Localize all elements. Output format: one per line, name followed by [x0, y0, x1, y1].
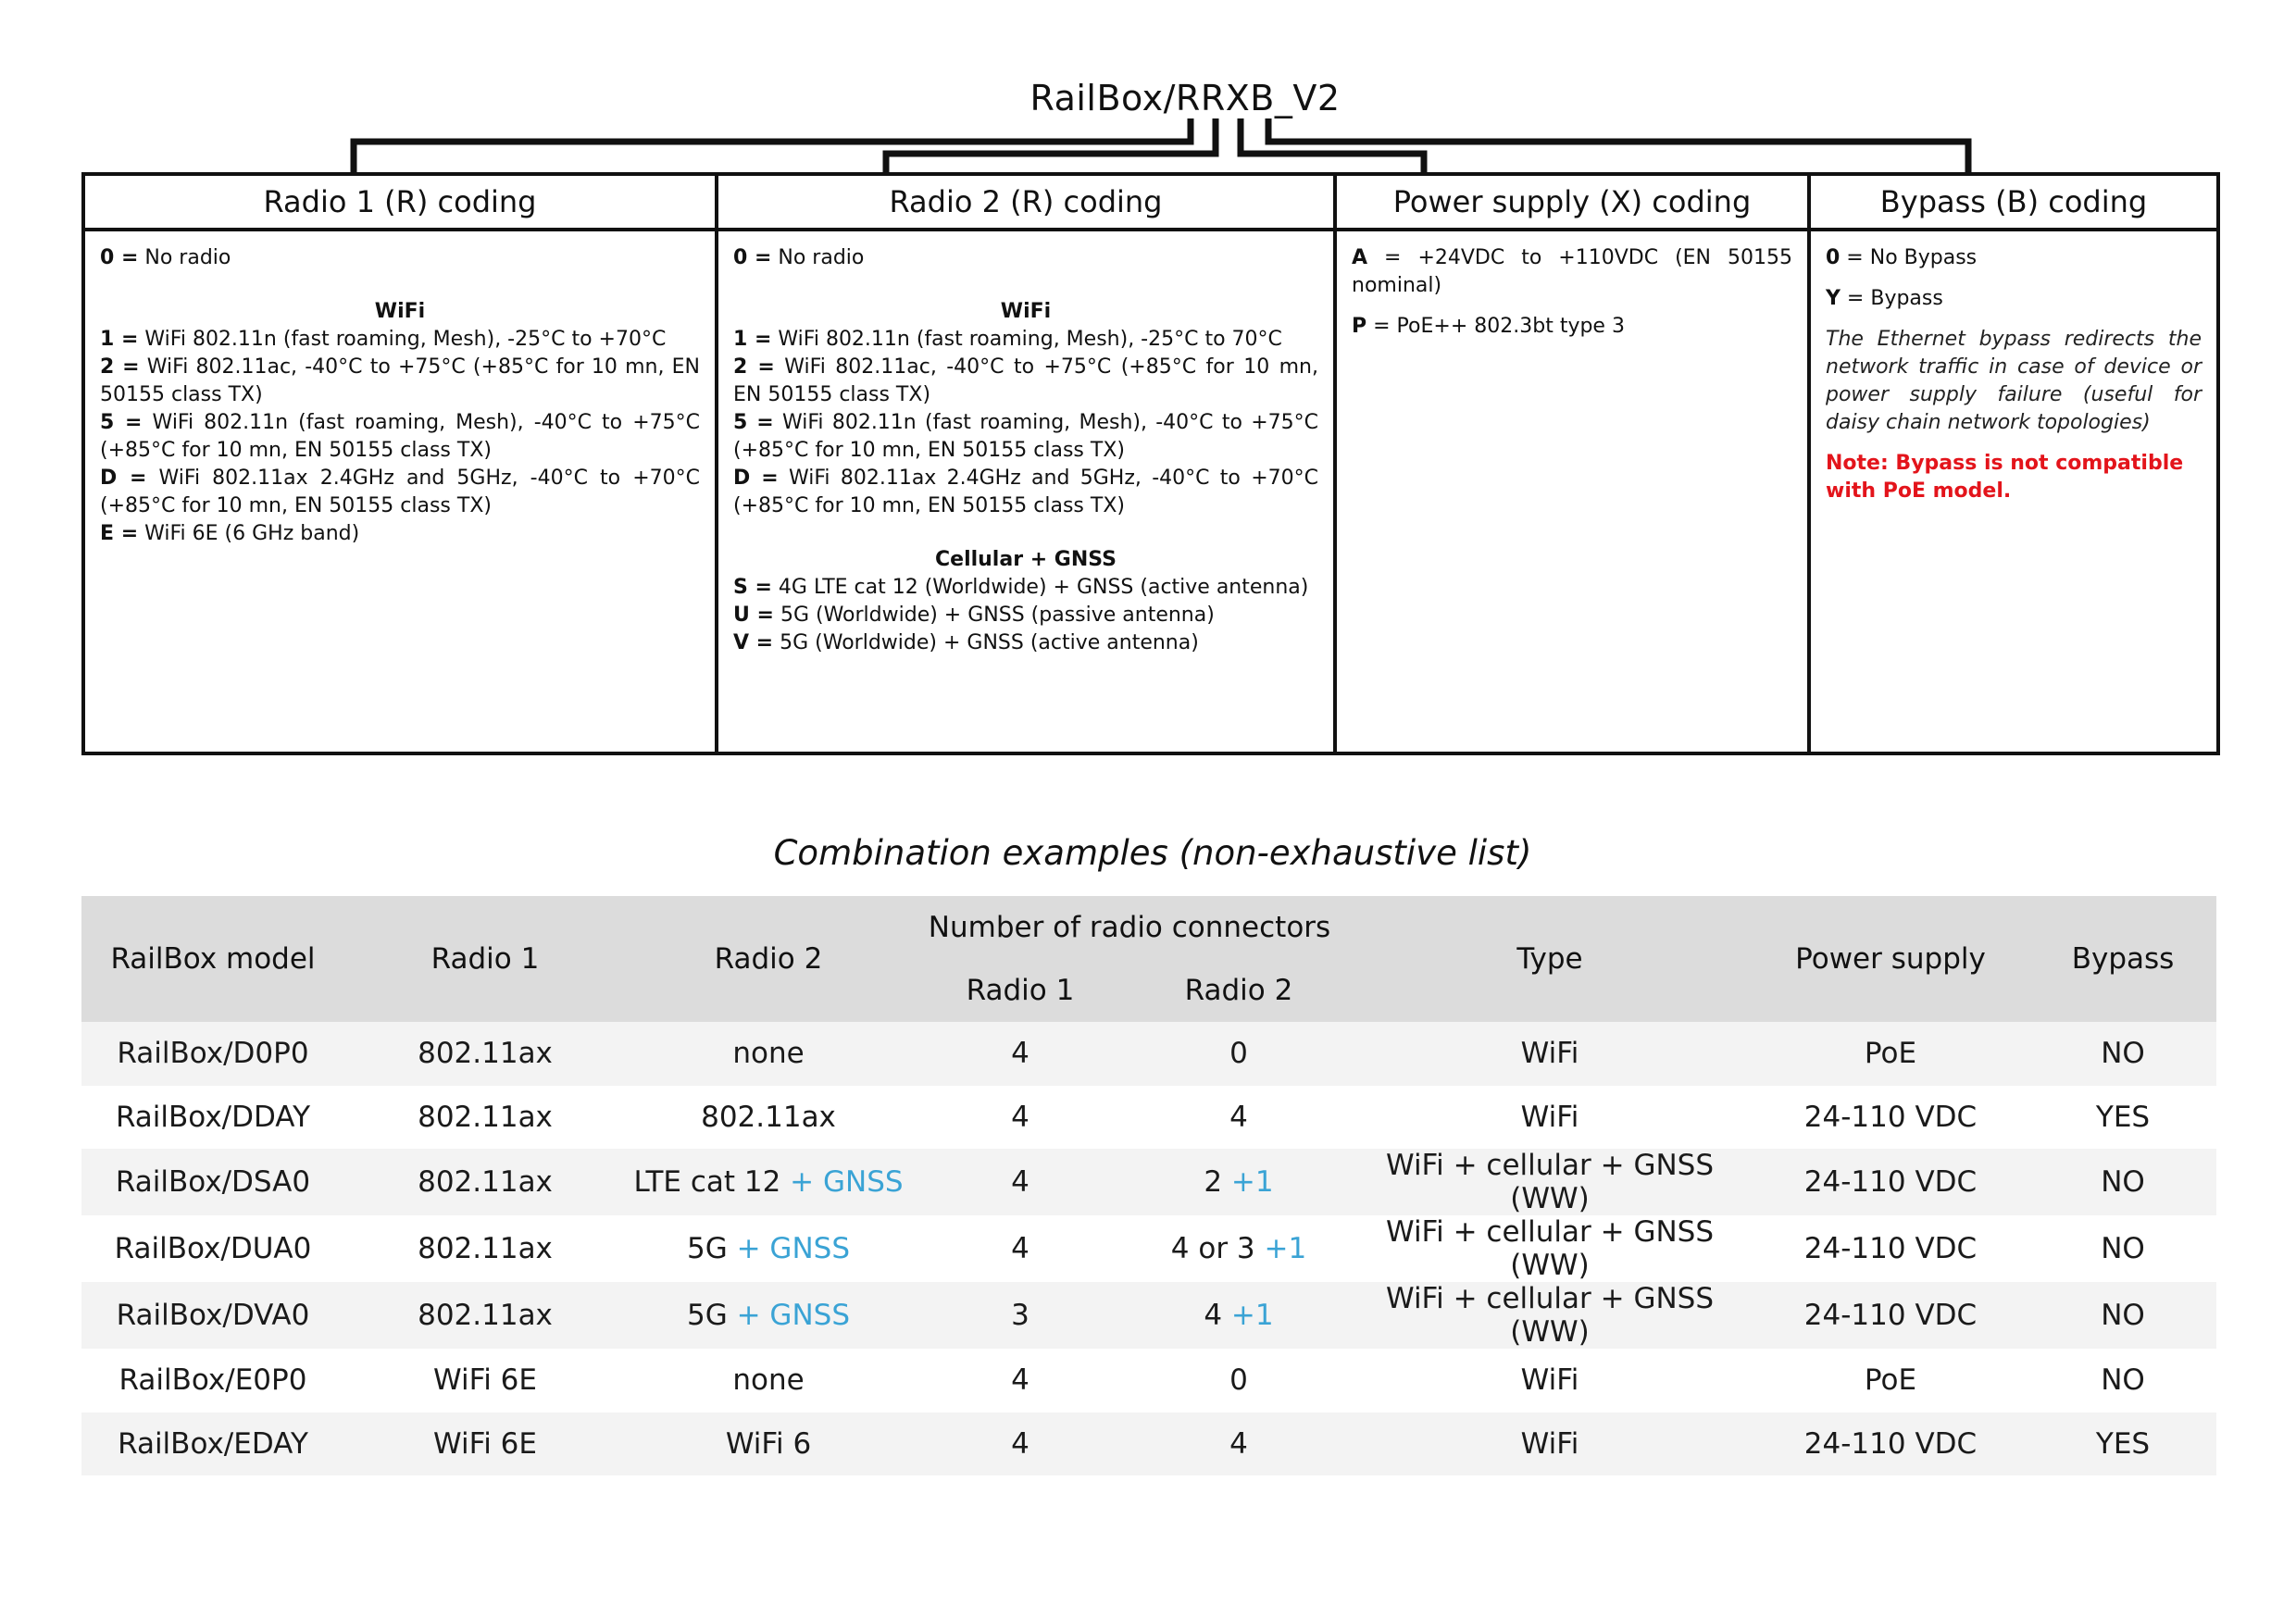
- code-line: 5 = WiFi 802.11n (fast roaming, Mesh), -40°C to +75°C (+85°C for 10 mn, EN 50155 class TX): [100, 411, 700, 462]
- cell-power: 24-110 VDC: [1752, 1086, 2029, 1150]
- cell-radio2: none: [626, 1022, 911, 1086]
- cell-type: WiFi: [1348, 1086, 1752, 1150]
- code-line: S = 4G LTE cat 12 (Worldwide) + GNSS (active antenna): [733, 576, 1309, 599]
- header-connectors: Number of radio connectors: [911, 896, 1348, 959]
- column-heading: Power supply (X) coding: [1337, 176, 1807, 231]
- table-row: [81, 1413, 2216, 1476]
- header-power: Power supply: [1752, 896, 2029, 1022]
- cell-radio2: LTE cat 12 + GNSS: [626, 1149, 911, 1215]
- table-row: [81, 1086, 2216, 1150]
- cell-bypass: NO: [2029, 1215, 2216, 1282]
- code-line: D = WiFi 802.11ax 2.4GHz and 5GHz, -40°C to +70°C (+85°C for 10 mn, EN 50155 class TX): [733, 467, 1318, 517]
- code-line: E = WiFi 6E (6 GHz band): [100, 522, 360, 545]
- code-line: 0 = No radio: [733, 246, 865, 269]
- code-line: U = 5G (Worldwide) + GNSS (passive antenna): [733, 604, 1215, 627]
- cell-conn2: 4: [1129, 1413, 1348, 1476]
- cell-conn2: 0: [1129, 1022, 1348, 1086]
- combination-table: [81, 896, 2216, 1475]
- cell-bypass: NO: [2029, 1282, 2216, 1349]
- cell-radio1: WiFi 6E: [344, 1349, 626, 1413]
- cell-model: RailBox/EDAY: [81, 1413, 344, 1476]
- cell-conn2: 2 +1: [1129, 1149, 1348, 1215]
- cell-power: PoE: [1752, 1349, 2029, 1413]
- header-radio1: Radio 1: [344, 896, 626, 1022]
- part-number-title: RailBox/RRXB_V2: [1029, 78, 1341, 118]
- cell-radio1: WiFi 6E: [344, 1413, 626, 1476]
- coding-table: [81, 172, 2220, 755]
- column-heading: Radio 1 (R) coding: [85, 176, 715, 231]
- cell-radio1: 802.11ax: [344, 1215, 626, 1282]
- cell-model: RailBox/DDAY: [81, 1086, 344, 1150]
- cell-radio1: 802.11ax: [344, 1022, 626, 1086]
- header-type: Type: [1348, 896, 1752, 1022]
- cell-conn2: 4 or 3 +1: [1129, 1215, 1348, 1282]
- cell-conn2: 0: [1129, 1349, 1348, 1413]
- header-model: RailBox model: [81, 896, 344, 1022]
- code-line: A = +24VDC to +110VDC (EN 50155 nominal): [1352, 246, 1792, 297]
- cell-model: RailBox/E0P0: [81, 1349, 344, 1413]
- table-row: [81, 1349, 2216, 1413]
- header-radio2: Radio 2: [626, 896, 911, 1022]
- code-line: P = PoE++ 802.3bt type 3: [1352, 315, 1625, 338]
- cell-conn2: 4 +1: [1129, 1282, 1348, 1349]
- bracket-bypass: [1268, 118, 1968, 172]
- cell-conn1: 4: [911, 1086, 1129, 1150]
- cell-conn1: 4: [911, 1349, 1129, 1413]
- code-line: 1 = WiFi 802.11n (fast roaming, Mesh), -25°C to 70°C: [733, 328, 1282, 351]
- header-conn-radio2: Radio 2: [1129, 959, 1348, 1022]
- cell-radio1: 802.11ax: [344, 1282, 626, 1349]
- cell-radio2: 5G + GNSS: [626, 1282, 911, 1349]
- bypass-description: The Ethernet bypass redirects the network traffic in case of device or power supply failure (useful for daisy chain network topologies): [1826, 328, 2202, 434]
- cell-power: 24-110 VDC: [1752, 1413, 2029, 1476]
- code-line: 2 = WiFi 802.11ac, -40°C to +75°C (+85°C for 10 mn, EN 50155 class TX): [733, 355, 1318, 406]
- cell-conn1: 4: [911, 1215, 1129, 1282]
- cell-type: WiFi + cellular + GNSS (WW): [1348, 1282, 1752, 1349]
- cell-conn2: 4: [1129, 1086, 1348, 1150]
- cell-bypass: YES: [2029, 1413, 2216, 1476]
- cell-power: 24-110 VDC: [1752, 1282, 2029, 1349]
- cell-type: WiFi: [1348, 1022, 1752, 1086]
- cell-radio1: 802.11ax: [344, 1149, 626, 1215]
- cell-type: WiFi + cellular + GNSS (WW): [1348, 1149, 1752, 1215]
- cell-model: RailBox/DVA0: [81, 1282, 344, 1349]
- code-line: 0 = No Bypass: [1826, 246, 1978, 269]
- cell-bypass: NO: [2029, 1022, 2216, 1086]
- cell-radio2: none: [626, 1349, 911, 1413]
- code-line: 2 = WiFi 802.11ac, -40°C to +75°C (+85°C for 10 mn, EN 50155 class TX): [100, 355, 700, 406]
- code-line: Y = Bypass: [1826, 287, 1943, 310]
- cell-model: RailBox/D0P0: [81, 1022, 344, 1086]
- table-row: [81, 1282, 2216, 1349]
- code-line: V = 5G (Worldwide) + GNSS (active antenna): [733, 631, 1199, 654]
- table-row: [81, 1022, 2216, 1086]
- code-line: 5 = WiFi 802.11n (fast roaming, Mesh), -40°C to +75°C (+85°C for 10 mn, EN 50155 class TX): [733, 411, 1318, 462]
- cell-bypass: NO: [2029, 1149, 2216, 1215]
- cell-bypass: YES: [2029, 1086, 2216, 1150]
- cell-conn1: 4: [911, 1413, 1129, 1476]
- cell-power: 24-110 VDC: [1752, 1215, 2029, 1282]
- coding-brackets: [0, 0, 2296, 176]
- bypass-note: Note: Bypass is not compatible with PoE model.: [1826, 452, 2184, 503]
- code-line: 0 = No radio: [100, 246, 231, 269]
- bracket-radio2: [886, 118, 1216, 172]
- cell-radio2: WiFi 6: [626, 1413, 911, 1476]
- cell-model: RailBox/DSA0: [81, 1149, 344, 1215]
- power-supply-coding-column: [1333, 176, 1807, 752]
- section-title: WiFi: [1000, 300, 1052, 323]
- cell-type: WiFi + cellular + GNSS (WW): [1348, 1215, 1752, 1282]
- cell-radio2: 5G + GNSS: [626, 1215, 911, 1282]
- cell-conn1: 4: [911, 1022, 1129, 1086]
- cell-radio2: 802.11ax: [626, 1086, 911, 1150]
- cell-power: PoE: [1752, 1022, 2029, 1086]
- radio1-coding-column: [85, 176, 715, 752]
- bracket-radio1: [354, 118, 1191, 172]
- table-row: [81, 1215, 2216, 1282]
- cell-conn1: 3: [911, 1282, 1129, 1349]
- cell-type: WiFi: [1348, 1349, 1752, 1413]
- cell-bypass: NO: [2029, 1349, 2216, 1413]
- header-conn-radio1: Radio 1: [911, 959, 1129, 1022]
- section-title: WiFi: [374, 300, 426, 323]
- bypass-coding-column: [1807, 176, 2216, 752]
- code-line: D = WiFi 802.11ax 2.4GHz and 5GHz, -40°C to +70°C (+85°C for 10 mn, EN 50155 class TX): [100, 467, 700, 517]
- cell-model: RailBox/DUA0: [81, 1215, 344, 1282]
- column-heading: Bypass (B) coding: [1811, 176, 2216, 231]
- column-heading: Radio 2 (R) coding: [718, 176, 1333, 231]
- combination-title: Combination examples (non-exhaustive list): [773, 833, 1532, 873]
- cell-power: 24-110 VDC: [1752, 1149, 2029, 1215]
- cell-type: WiFi: [1348, 1413, 1752, 1476]
- header-bypass: Bypass: [2029, 896, 2216, 1022]
- cell-radio1: 802.11ax: [344, 1086, 626, 1150]
- table-row: [81, 1149, 2216, 1215]
- section-title: Cellular + GNSS: [935, 548, 1117, 571]
- radio2-coding-column: [715, 176, 1333, 752]
- code-line: 1 = WiFi 802.11n (fast roaming, Mesh), -25°C to +70°C: [100, 328, 667, 351]
- cell-conn1: 4: [911, 1149, 1129, 1215]
